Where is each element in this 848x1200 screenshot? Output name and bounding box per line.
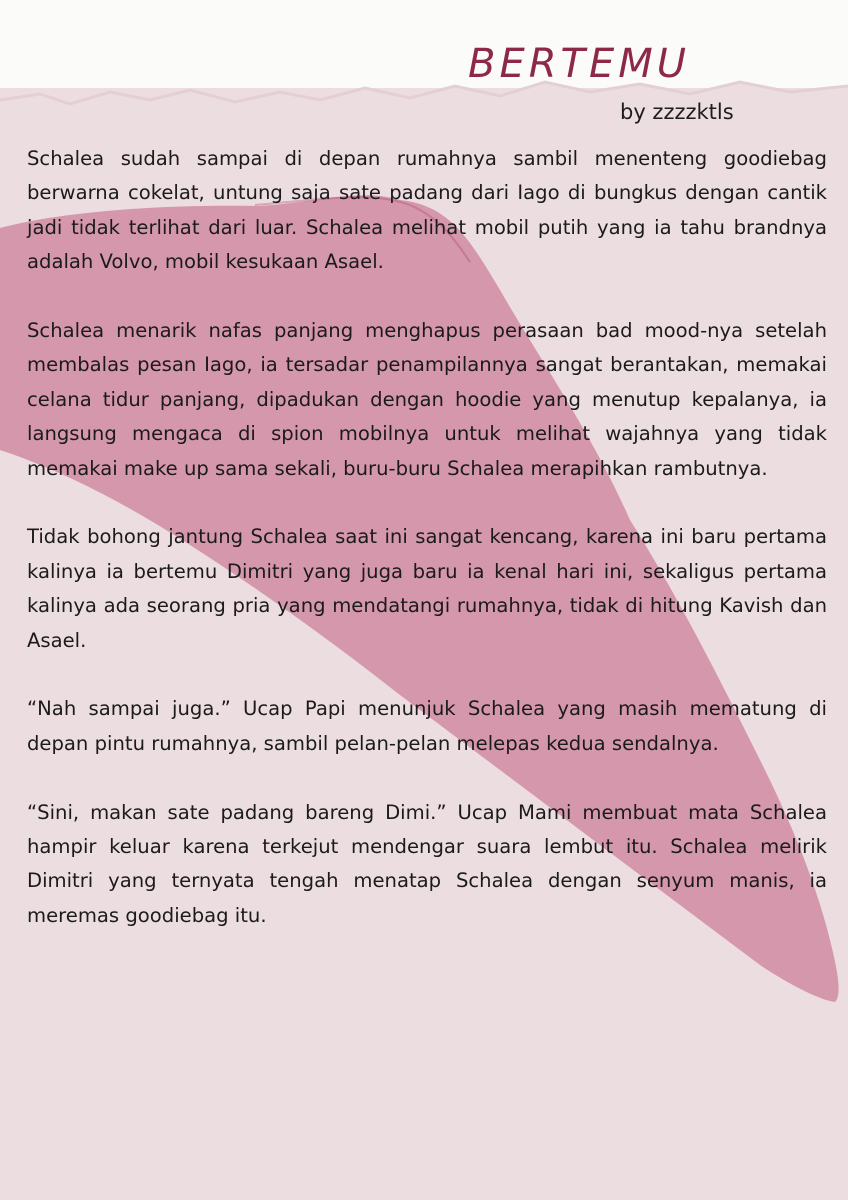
story-title: BERTEMU (468, 41, 691, 87)
paragraph: Schalea sudah sampai di depan rumahnya sambil menenteng goodiebag berwarna cokelat, untung saja sate padang dari Iago di bungkus dengan cantik jadi tidak terlihat dari luar. Schalea melihat mobil putih yang ia tahu brandnya adalah Volvo, mobil kesukaan Asael. (27, 147, 827, 274)
paragraph: “Sini, makan sate padang bareng Dimi.” Ucap Mami membuat mata Schalea hampir keluar karena terkejut mendengar suara lembut itu. Schalea melirik Dimitri yang ternyata tengah menatap Schalea dengan senyum manis, ia meremas goodiebag itu. (27, 800, 827, 927)
author-byline: by zzzzktls (620, 100, 734, 124)
paragraph: Tidak bohong jantung Schalea saat ini sangat kencang, karena ini baru pertama kalinya ia bertemu Dimitri yang juga baru ia kenal hari ini, sekaligus pertama kalinya ada seorang pria yang mendatangi rumahnya, tidak di hitung Kavish dan Asael. (27, 525, 827, 652)
paragraph: “Nah sampai juga.” Ucap Papi menunjuk Schalea yang masih mematung di depan pintu rumahnya, sambil pelan-pelan melepas kedua sendalnya. (27, 697, 827, 755)
paragraph: Schalea menarik nafas panjang menghapus perasaan bad mood-nya setelah membalas pesan Iago, ia tersadar penampilannya sangat berantakan, memakai celana tidur panjang, dipadukan dengan hoodie yang menutup kepalanya, ia langsung mengaca di spion mobilnya untuk melihat wajahnya yang tidak memakai make up sama sekali, buru-buru Schalea merapihkan rambutnya. (27, 319, 827, 480)
story-body (27, 142, 827, 933)
